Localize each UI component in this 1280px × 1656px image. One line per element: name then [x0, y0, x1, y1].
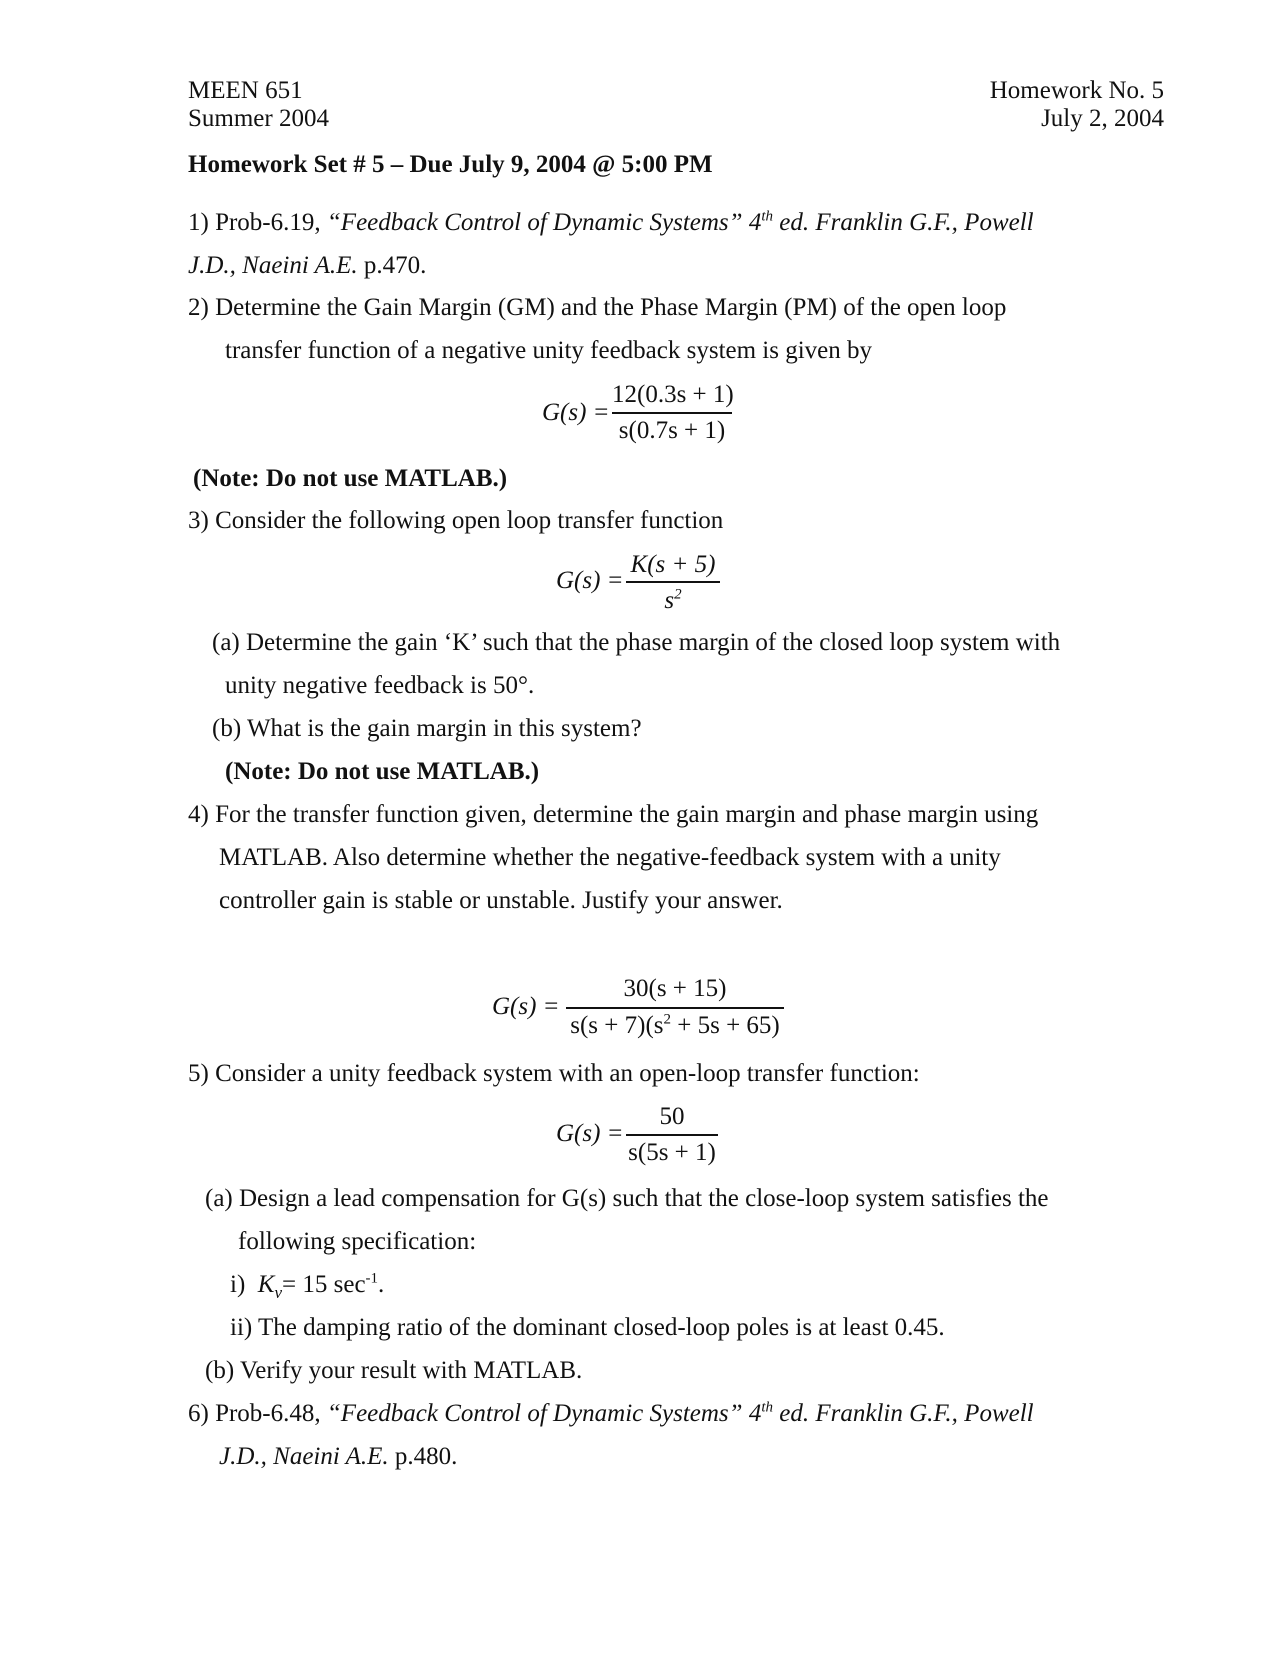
problem-3-note: (Note: Do not use MATLAB.): [225, 758, 540, 785]
problem-4-line-3: controller gain is stable or unstable. Justify your answer.: [219, 887, 783, 914]
problem-3-intro: 3) Consider the following open loop transfer function: [188, 507, 724, 534]
problem-5-fraction-bar: [626, 1134, 718, 1136]
spec-i-exp: -1: [365, 1270, 379, 1287]
problem-1-edition: 4: [748, 209, 762, 236]
problem-2-line-1: 2) Determine the Gain Margin (GM) and the Phase Margin (PM) of the open loop: [188, 294, 1007, 321]
problem-5-spec-i: [230, 1272, 384, 1301]
problem-6-authors-2: J.D., Naeini A.E.: [219, 1443, 389, 1470]
problem-6-ref: Prob-6.48,: [215, 1400, 321, 1427]
problem-6-book: “Feedback Control of Dynamic Systems”: [326, 1400, 743, 1427]
problem-4-lhs: G(s) =: [492, 993, 560, 1020]
problem-3-fraction: [626, 552, 720, 612]
course-term: Summer 2004: [188, 105, 329, 132]
problem-2-note: (Note: Do not use MATLAB.): [193, 465, 508, 492]
problem-6-authors: ed. Franklin G.F., Powell: [779, 1400, 1034, 1427]
problem-5-part-a-line-1: (a) Design a lead compensation for G(s) such that the close-loop system satisfies the: [205, 1185, 1049, 1212]
page-title: Homework Set # 5 – Due July 9, 2004 @ 5:00 PM: [188, 151, 713, 178]
homework-date: July 2, 2004: [1041, 105, 1164, 132]
problem-2-line-2: transfer function of a negative unity feedback system is given by: [225, 337, 873, 364]
problem-1-authors-2: J.D., Naeini A.E.: [188, 252, 358, 279]
problem-1-line-2: [188, 253, 426, 278]
problem-4-denominator: [566, 1013, 784, 1038]
problem-3-part-b: (b) What is the gain margin in this system?: [212, 715, 642, 742]
problem-5-fraction: [626, 1104, 718, 1166]
problem-3-denominator: [626, 588, 720, 613]
spec-i-end: .: [378, 1271, 385, 1298]
problem-4-numerator: 30(s + 15): [623, 975, 727, 1002]
problem-2-denominator: s(0.7s + 1): [618, 417, 726, 444]
problem-4-fraction-bar: [566, 1007, 784, 1009]
problem-1-ref: Prob-6.19,: [215, 209, 321, 236]
problem-2-fraction: [612, 382, 732, 442]
problem-6-page: p.480.: [394, 1443, 458, 1470]
problem-6-number: 6): [188, 1400, 209, 1427]
problem-5-part-b: (b) Verify your result with MATLAB.: [205, 1357, 583, 1384]
problem-3-part-a-line-1: (a) Determine the gain ‘K’ such that the phase margin of the closed loop system with: [212, 629, 1061, 656]
problem-1-authors: ed. Franklin G.F., Powell: [779, 209, 1034, 236]
problem-3-den-exp: 2: [674, 586, 682, 603]
problem-1-page: p.470.: [363, 252, 427, 279]
problem-3-fraction-bar: [626, 581, 720, 583]
problem-4-line-2: MATLAB. Also determine whether the negative-feedback system with a unity: [219, 844, 1001, 871]
problem-4-line-1: 4) For the transfer function given, determine the gain margin and phase margin using: [188, 801, 1039, 828]
problem-3-part-a-line-2: unity negative feedback is 50°.: [225, 672, 535, 699]
course-code: MEEN 651: [188, 77, 303, 104]
problem-1-edition-sup: th: [761, 208, 773, 225]
problem-2-numerator: 12(0.3s + 1): [612, 381, 734, 408]
problem-6-edition-sup: th: [761, 1399, 773, 1416]
spec-i-kv: K: [257, 1271, 275, 1298]
homework-number: Homework No. 5: [989, 77, 1164, 104]
problem-5-lhs: G(s) =: [556, 1120, 624, 1147]
problem-3-lhs: G(s) =: [556, 567, 624, 594]
problem-4-den-part-b: + 5s + 65): [671, 1012, 780, 1039]
problem-4-fraction: [566, 976, 784, 1038]
problem-4-den-part-a: s(s + 7)(s: [570, 1012, 664, 1039]
problem-5-part-a-line-2: following specification:: [238, 1228, 477, 1255]
problem-5-numerator: 50: [659, 1103, 685, 1130]
problem-5-intro: 5) Consider a unity feedback system with an open-loop transfer function:: [188, 1060, 920, 1087]
problem-3-numerator: K(s + 5): [630, 551, 716, 578]
spec-i-label: i): [230, 1271, 246, 1298]
problem-6-line-1: [188, 1401, 1034, 1426]
problem-6-edition: 4: [748, 1400, 762, 1427]
problem-3-den-base: s: [664, 587, 675, 614]
problem-6-line-2: [219, 1444, 457, 1469]
problem-1-number: 1): [188, 209, 209, 236]
spec-i-kv-sub: v: [274, 1283, 283, 1302]
problem-5-spec-ii: ii) The damping ratio of the dominant closed-loop poles is at least 0.45.: [230, 1314, 945, 1341]
problem-2-fraction-bar: [612, 412, 732, 414]
problem-1-book: “Feedback Control of Dynamic Systems”: [326, 209, 743, 236]
problem-5-denominator: s(5s + 1): [628, 1139, 716, 1166]
spec-i-value: = 15 sec: [282, 1271, 366, 1298]
problem-2-lhs: G(s) =: [542, 399, 610, 426]
problem-4-den-exp: 2: [663, 1011, 671, 1028]
problem-1-line-1: [188, 210, 1034, 235]
